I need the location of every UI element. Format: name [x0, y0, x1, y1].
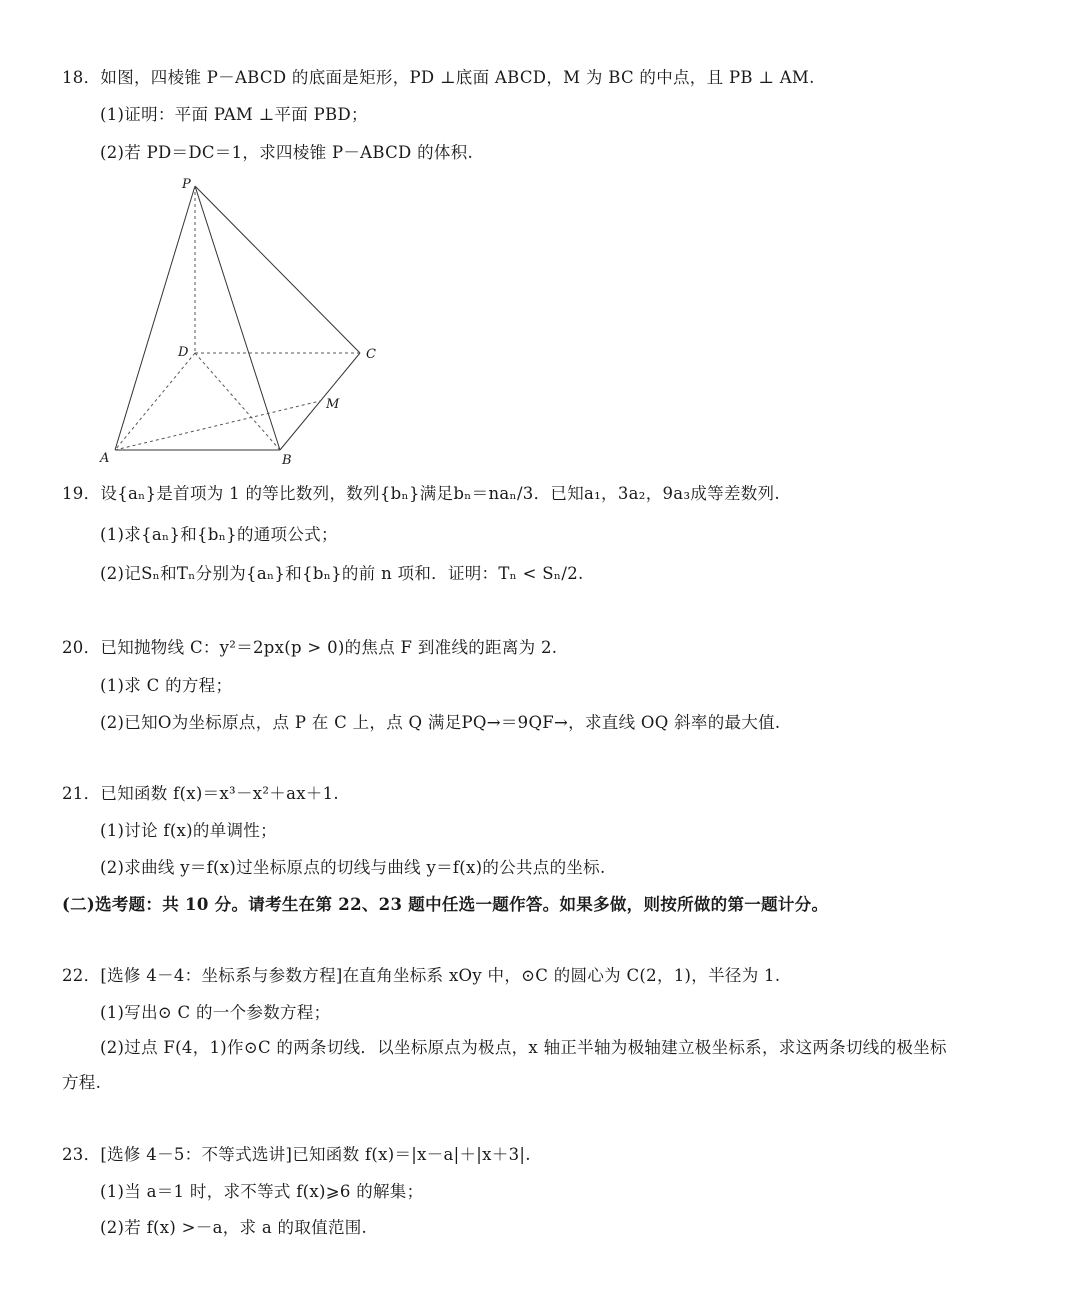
q18-stem: 18．如图，四棱锥 P－ABCD 的底面是矩形，PD ⊥底面 ABCD，M 为 BC 的中点，且 PB ⊥ AM. [62, 68, 815, 87]
q19-part2: (2)记Sₙ和Tₙ分别为{aₙ}和{bₙ}的前 n 项和．证明：Tₙ < Sₙ/2. [100, 564, 584, 583]
q21-part1: (1)讨论 f(x)的单调性； [100, 821, 277, 840]
edge-pb [195, 186, 280, 450]
q20-part2: (2)已知O为坐标原点，点 P 在 C 上，点 Q 满足PQ→＝9QF→，求直线 OQ 斜率的最大值. [100, 713, 781, 732]
section-note: (二)选考题：共 10 分。请考生在第 22、23 题中任选一题作答。如果多做，则按所做的第一题计分。 [62, 895, 829, 914]
q22-part2-line2: 方程. [62, 1073, 102, 1092]
q18-part1: (1)证明：平面 PAM ⊥平面 PBD； [100, 105, 368, 124]
label-d: D [178, 345, 189, 360]
label-c: C [366, 347, 376, 362]
q22-part1: (1)写出⊙ C 的一个参数方程； [100, 1003, 331, 1022]
q19-part1: (1)求{aₙ}和{bₙ}的通项公式； [100, 525, 338, 544]
edge-am [115, 401, 320, 450]
q19-stem: 19．设{aₙ}是首项为 1 的等比数列，数列{bₙ}满足bₙ＝naₙ/3．已知a₁，3a₂，9a₃成等差数列. [62, 484, 780, 503]
label-b: B [282, 453, 292, 468]
q20-stem: 20．已知抛物线 C：y²＝2px(p > 0)的焦点 F 到准线的距离为 2. [62, 638, 558, 657]
label-a: A [100, 451, 110, 466]
label-p: P [182, 177, 191, 192]
q21-part2: (2)求曲线 y＝f(x)过坐标原点的切线与曲线 y＝f(x)的公共点的坐标. [100, 858, 606, 877]
q22-stem: 22．[选修 4－4：坐标系与参数方程]在直角坐标系 xOy 中，⊙C 的圆心为 C(2，1)，半径为 1. [62, 966, 781, 985]
q23-stem: 23．[选修 4－5：不等式选讲]已知函数 f(x)＝|x－a|＋|x＋3|. [62, 1145, 531, 1164]
pyramid-figure [90, 170, 410, 470]
edge-da [115, 353, 195, 450]
edge-pc [195, 186, 360, 353]
label-m: M [326, 397, 340, 412]
q21-stem: 21．已知函数 f(x)＝x³－x²＋ax＋1. [62, 784, 339, 803]
q20-part1: (1)求 C 的方程； [100, 676, 233, 695]
q22-part2-line1: (2)过点 F(4，1)作⊙C 的两条切线．以坐标原点为极点，x 轴正半轴为极轴建立极坐标系，求这两条切线的极坐标 [100, 1038, 947, 1057]
q23-part2: (2)若 f(x) >－a，求 a 的取值范围. [100, 1218, 368, 1237]
q18-part2: (2)若 PD＝DC＝1，求四棱锥 P－ABCD 的体积. [100, 143, 474, 162]
edge-db [195, 353, 280, 450]
q23-part1: (1)当 a＝1 时，求不等式 f(x)⩾6 的解集； [100, 1182, 424, 1201]
edge-pa [115, 186, 195, 450]
